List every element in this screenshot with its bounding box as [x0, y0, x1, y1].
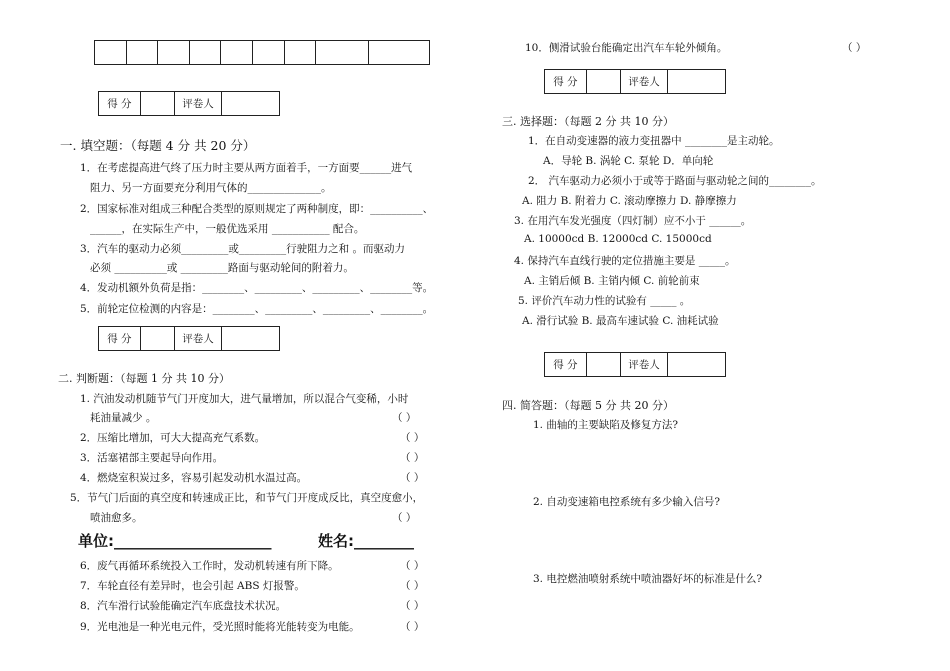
answer-parens: （ ） — [400, 580, 425, 592]
score-box — [98, 91, 280, 116]
score-box — [544, 352, 726, 377]
grader-value-cell — [222, 327, 280, 351]
section2-title: 二. 判断题：（每题 1 分 共 10 分） — [58, 372, 230, 385]
fill-line: 4．发动机额外负荷是指：________、_________、_________、________等。 — [80, 282, 434, 294]
unit-label: 单位:_____________________ — [78, 532, 272, 550]
choice-line: 4. 保持汽车直线行驶的定位措施主要是 _____。 — [514, 255, 736, 267]
fill-line: 3．汽车的驱动力必须_________或_________行驶阻力之和 。而驱动力 — [80, 243, 406, 255]
score-header-table — [94, 40, 430, 65]
judge-item: 2．压缩比增加，可大大提高充气系数。 — [80, 432, 266, 444]
grader-label: 评卷人 — [620, 353, 668, 377]
score-cell — [189, 41, 221, 65]
section1-title: 一. 填空题：（每题 4 分 共 20 分） — [60, 138, 256, 153]
fill-line: 阻力、另一方面要充分利用气体的______________。 — [90, 182, 332, 194]
choice-line: 5. 评价汽车动力性的试验有 _____ 。 — [518, 295, 691, 307]
score-value-cell — [586, 353, 620, 377]
judge-item: 9．光电池是一种光电元件，受光照时能将光能转变为电能。 — [80, 621, 360, 633]
short-answer-question: 2. 自动变速箱电控系统有多少输入信号? — [533, 496, 720, 508]
judge-item: 6．废气再循环系统投入工作时，发动机转速有所下降。 — [80, 560, 339, 572]
answer-parens: （ ） — [392, 412, 417, 424]
fill-line: 必须 __________或 _________路面与驱动轮间的附着力。 — [90, 262, 354, 274]
grader-label: 评卷人 — [620, 70, 668, 94]
score-cell — [316, 41, 368, 65]
judge-item: 7．车轮直径有差异时，也会引起 ABS 灯报警。 — [80, 580, 305, 592]
choice-line: 1．在自动变速器的液力变扭器中 ________是主动轮。 — [528, 135, 780, 147]
section4-title: 四. 简答题：（每题 5 分 共 20 分） — [502, 399, 674, 412]
answer-parens: （ ） — [400, 452, 425, 464]
fill-line: 2．国家标准对组成三种配合类型的原则规定了两种制度，即：__________、 — [80, 203, 434, 215]
score-value-cell — [586, 70, 620, 94]
answer-parens: （ ） — [842, 42, 867, 54]
score-value-cell — [140, 327, 174, 351]
section3-title: 三. 选择题：（每题 2 分 共 10 分） — [502, 115, 674, 128]
choice-line: A. 滑行试验 B. 最高车速试验 C. 油耗试验 — [522, 315, 719, 327]
score-label: 得 分 — [99, 92, 141, 116]
judge-item: 5．节气门后面的真空度和转速成正比，和节气门开度成反比，真空度愈小， — [70, 492, 424, 504]
choice-line: A. 主销后倾 B. 主销内倾 C. 前轮前束 — [524, 275, 700, 287]
judge-item: 4．燃烧室积炭过多，容易引起发动机水温过高。 — [80, 472, 308, 484]
name-label: 姓名:________ — [318, 532, 414, 550]
answer-parens: （ ） — [400, 621, 425, 633]
score-cell — [253, 41, 285, 65]
judge-item: 1. 汽油发动机随节气门开度加大，进气量增加，所以混合气变稀，小时 — [80, 393, 409, 405]
answer-parens: （ ） — [400, 472, 425, 484]
choice-line: A. 阻力 B. 附着力 C. 滚动摩擦力 D. 静摩擦力 — [522, 195, 737, 207]
choice-line: A．导轮 B. 涡轮 C. 泵轮 D．单向轮 — [543, 155, 714, 167]
fill-line: 1．在考虑提高进气终了压力时主要从两方面着手，一方面要______进气 — [80, 162, 413, 174]
judge-item: 8．汽车滑行试验能确定汽车底盘技术状况。 — [80, 600, 287, 612]
short-answer-question: 1. 曲轴的主要缺陷及修复方法? — [533, 419, 678, 431]
score-box — [98, 326, 280, 351]
score-cell — [368, 41, 429, 65]
score-cell — [126, 41, 158, 65]
score-box — [544, 69, 726, 94]
grader-value-cell — [668, 70, 726, 94]
judge-item: 10．侧滑试验台能确定出汽车车轮外倾角。 — [525, 42, 728, 54]
grader-label: 评卷人 — [174, 92, 222, 116]
choice-line: 3. 在用汽车发光强度（四灯制）应不小于 ______。 — [514, 215, 752, 227]
short-answer-question: 3. 电控燃油喷射系统中喷油器好坏的标准是什么? — [533, 573, 762, 585]
grader-value-cell — [668, 353, 726, 377]
fill-line: 5．前轮定位检测的内容是：________、_________、_________、________。 — [80, 303, 434, 315]
answer-parens: （ ） — [400, 600, 425, 612]
choice-line: 2． 汽车驱动力必须小于或等于路面与驱动轮之间的________。 — [528, 175, 822, 187]
score-label: 得 分 — [99, 327, 141, 351]
score-value-cell — [140, 92, 174, 116]
judge-item: 耗油量减少 。 — [90, 412, 157, 424]
choice-line: A. 10000cd B. 12000cd C. 15000cd — [524, 233, 712, 245]
grader-label: 评卷人 — [174, 327, 222, 351]
score-cell — [95, 41, 127, 65]
score-label: 得 分 — [545, 70, 587, 94]
judge-item: 喷油愈多。 — [90, 512, 143, 524]
fill-line: ______，在实际生产中，一般优选采用 ___________ 配合。 — [90, 223, 365, 235]
answer-parens: （ ） — [400, 432, 425, 444]
answer-parens: （ ） — [400, 560, 425, 572]
judge-item: 3．活塞裙部主要起导向作用。 — [80, 452, 224, 464]
score-cell — [221, 41, 253, 65]
score-cell — [158, 41, 190, 65]
score-label: 得 分 — [545, 353, 587, 377]
score-cell — [284, 41, 316, 65]
grader-value-cell — [222, 92, 280, 116]
answer-parens: （ ） — [392, 512, 417, 524]
